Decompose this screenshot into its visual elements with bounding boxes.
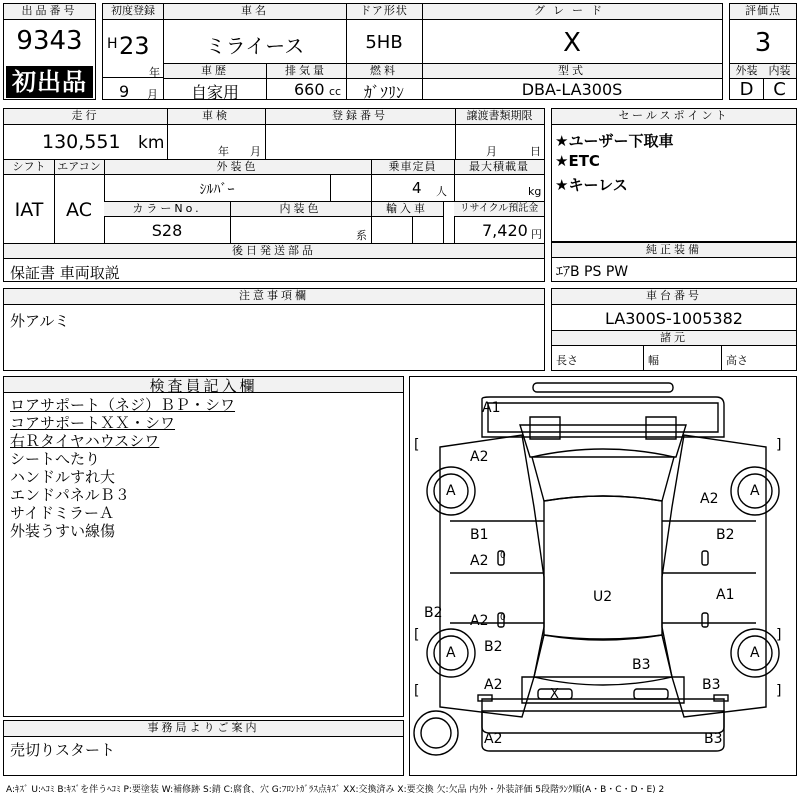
notes-value: 外アルミ (10, 312, 70, 330)
inspector-box (3, 376, 404, 717)
standard-equipment: ｴｱB PS PW (556, 264, 629, 280)
damage-mark: A1 (716, 587, 735, 603)
inspector-note: 右Ｒタイヤハウスシワ (10, 432, 160, 450)
inspection-month-unit: 月 (250, 145, 261, 158)
lot-number-label: 出品番号 (4, 4, 95, 20)
color-number: S28 (151, 221, 183, 240)
color-label: 外装色 (104, 160, 371, 175)
reg-year-unit: 年 (149, 66, 160, 79)
color-no-label: カラーNo. (104, 202, 230, 217)
history-label: 車歴 (164, 64, 266, 79)
damage-mark: B3 (632, 657, 651, 673)
width-label: 幅 (648, 354, 659, 367)
first-listing-badge: 初出品 (6, 66, 93, 98)
inspector-note: エンドパネルＢ３ (10, 486, 130, 504)
office-label: 事務局よりご案内 (4, 721, 403, 737)
damage-mark: A (446, 483, 456, 499)
inspector-note: サイドミラーＡ (10, 504, 114, 522)
damage-mark: A (750, 645, 760, 661)
transfer-month-unit: 月 (486, 145, 497, 158)
damage-mark: A (446, 645, 456, 661)
legend: A:ｷｽﾞ U:ﾍｺﾐ B:ｷｽﾞを伴うﾍｺﾐ P:要塗装 W:補修跡 S:錆 C:腐食、穴 G:ﾌﾛﾝﾄｶﾞﾗｽ点ｷｽﾞ XX:交換済み X:要交換 欠:欠品 内外・外装評価 5段階ﾗﾝｸ順(A・B・C・D・E) 2 (6, 785, 665, 795)
plate-label: 登録番号 (265, 109, 455, 125)
history: 自家用 (190, 83, 239, 102)
displacement-unit: cc (329, 85, 342, 98)
damage-mark: A2 (700, 491, 719, 507)
sales-point-item: ★キーレス (555, 176, 628, 194)
bracket-left: [ (414, 683, 420, 699)
first-registration-box (102, 3, 164, 100)
lot-number-box (3, 3, 96, 100)
bracket-right: ] (776, 683, 782, 699)
recycle-deposit: 7,420 (482, 221, 528, 240)
damage-mark: A1 (482, 400, 501, 416)
air-conditioner: AC (66, 199, 92, 221)
damage-mark: B2 (716, 527, 735, 543)
import-label: 輸入車 (371, 202, 443, 217)
fuel: ｶﾞｿﾘﾝ (363, 83, 404, 102)
damage-mark: 0 (500, 551, 506, 561)
sales-point-item: ★ETC (555, 152, 600, 170)
damage-mark: B3 (702, 677, 721, 693)
model-code: DBA-LA300S (521, 80, 623, 99)
sales-points-box (551, 108, 797, 242)
mileage-unit: km (138, 133, 165, 153)
interior-grade: C (773, 79, 786, 100)
exterior-grade: D (739, 79, 754, 100)
capacity-label: 乗車定員 (371, 160, 454, 175)
interior-label: 内装 (763, 64, 796, 79)
vehicle-info-box (163, 3, 723, 100)
inspector-note: 外装うすい線傷 (10, 522, 116, 540)
car-name: ミライース (205, 34, 305, 58)
damage-mark: B3 (704, 731, 723, 747)
car-outline (410, 377, 796, 775)
mileage: 130,551 (42, 131, 121, 153)
inspector-note: コアサポートＸＸ・シワ (10, 414, 176, 432)
capacity: 4 (412, 179, 422, 197)
reg-month-unit: 月 (147, 88, 158, 101)
shift-label: シフト (4, 160, 54, 175)
door-type: 5HB (365, 32, 403, 53)
damage-mark: B2 (424, 605, 443, 621)
inspection-year-unit: 年 (218, 145, 229, 158)
height-label: 高さ (726, 354, 748, 367)
sales-points-label: セールスポイント (552, 109, 796, 125)
model-label: 型式 (422, 64, 722, 79)
equipment-label: 純正装備 (552, 243, 796, 258)
inspector-note: シートへたり (10, 450, 101, 468)
damage-mark: U2 (593, 589, 613, 605)
office-box (3, 720, 404, 776)
later-parts-label: 後日発送部品 (4, 244, 544, 259)
grade: X (563, 28, 581, 58)
inspector-note: ハンドルすれ大 (10, 468, 116, 486)
load-unit: kg (528, 185, 542, 198)
interior-color-unit: 系 (356, 229, 367, 242)
length-label: 長さ (556, 354, 578, 367)
load-label: 最大積載量 (454, 160, 544, 175)
fuel-label: 燃料 (346, 64, 422, 79)
damage-mark: X (550, 687, 559, 702)
damage-mark: 0 (500, 613, 506, 623)
inspector-label: 検査員記入欄 (4, 377, 403, 393)
damage-mark: B2 (484, 639, 503, 655)
damage-mark: A2 (470, 553, 489, 569)
office-message: 売切りスタート (10, 741, 116, 759)
score-label: 評価点 (730, 4, 796, 20)
car-name-label: 車名 (164, 4, 346, 20)
displacement-label: 排気量 (266, 64, 346, 79)
transfer-label: 譲渡書類期限 (455, 109, 544, 125)
displacement: 660 (294, 80, 325, 99)
recycle-label: リサイクル預託金 (454, 202, 544, 217)
door-label: ドア形状 (346, 4, 422, 20)
bracket-left: [ (414, 627, 420, 643)
bracket-right: ] (776, 627, 782, 643)
damage-mark: A2 (484, 731, 503, 747)
lot-number: 9343 (16, 26, 83, 56)
notes-box (3, 288, 545, 371)
bracket-right: ] (776, 437, 782, 453)
ac-label: エアコン (54, 160, 104, 175)
shift: IAT (14, 199, 44, 221)
reg-year: 23 (119, 32, 150, 60)
details-box (3, 108, 545, 282)
bracket-left: [ (414, 437, 420, 453)
mileage-label: 走行 (4, 109, 167, 125)
sales-point-item: ★ユーザー下取車 (555, 132, 674, 150)
damage-diagram (409, 376, 797, 776)
chassis-box (551, 288, 797, 371)
chassis-number: LA300S-1005382 (605, 309, 743, 328)
first-registration-label: 初度登録 (103, 4, 163, 20)
grade-label: グレード (422, 4, 722, 20)
notes-label: 注意事項欄 (4, 289, 544, 305)
score-box (729, 3, 797, 100)
chassis-label: 車台番号 (552, 289, 796, 305)
capacity-unit: 人 (436, 185, 447, 198)
damage-mark: A2 (484, 677, 503, 693)
interior-color-label: 内装色 (230, 202, 371, 217)
overall-score: 3 (754, 28, 772, 58)
exterior-label: 外装 (730, 64, 763, 79)
transfer-day-unit: 日 (530, 145, 541, 158)
dimensions-label: 諸元 (552, 331, 796, 346)
inspection-label: 車検 (167, 109, 265, 125)
damage-mark: A2 (470, 613, 489, 629)
later-parts: 保証書 車両取説 (10, 264, 120, 282)
damage-mark: A (750, 483, 760, 499)
equipment-box (551, 242, 797, 282)
reg-month: 9 (119, 82, 130, 101)
recycle-unit: 円 (531, 228, 542, 241)
era: H (107, 36, 118, 52)
damage-mark: B1 (470, 527, 489, 543)
exterior-color: ｼﾙﾊﾞｰ (199, 182, 235, 198)
damage-mark: A2 (470, 449, 489, 465)
inspector-note: ロアサポート（ネジ）ＢＰ・シワ (10, 396, 236, 414)
